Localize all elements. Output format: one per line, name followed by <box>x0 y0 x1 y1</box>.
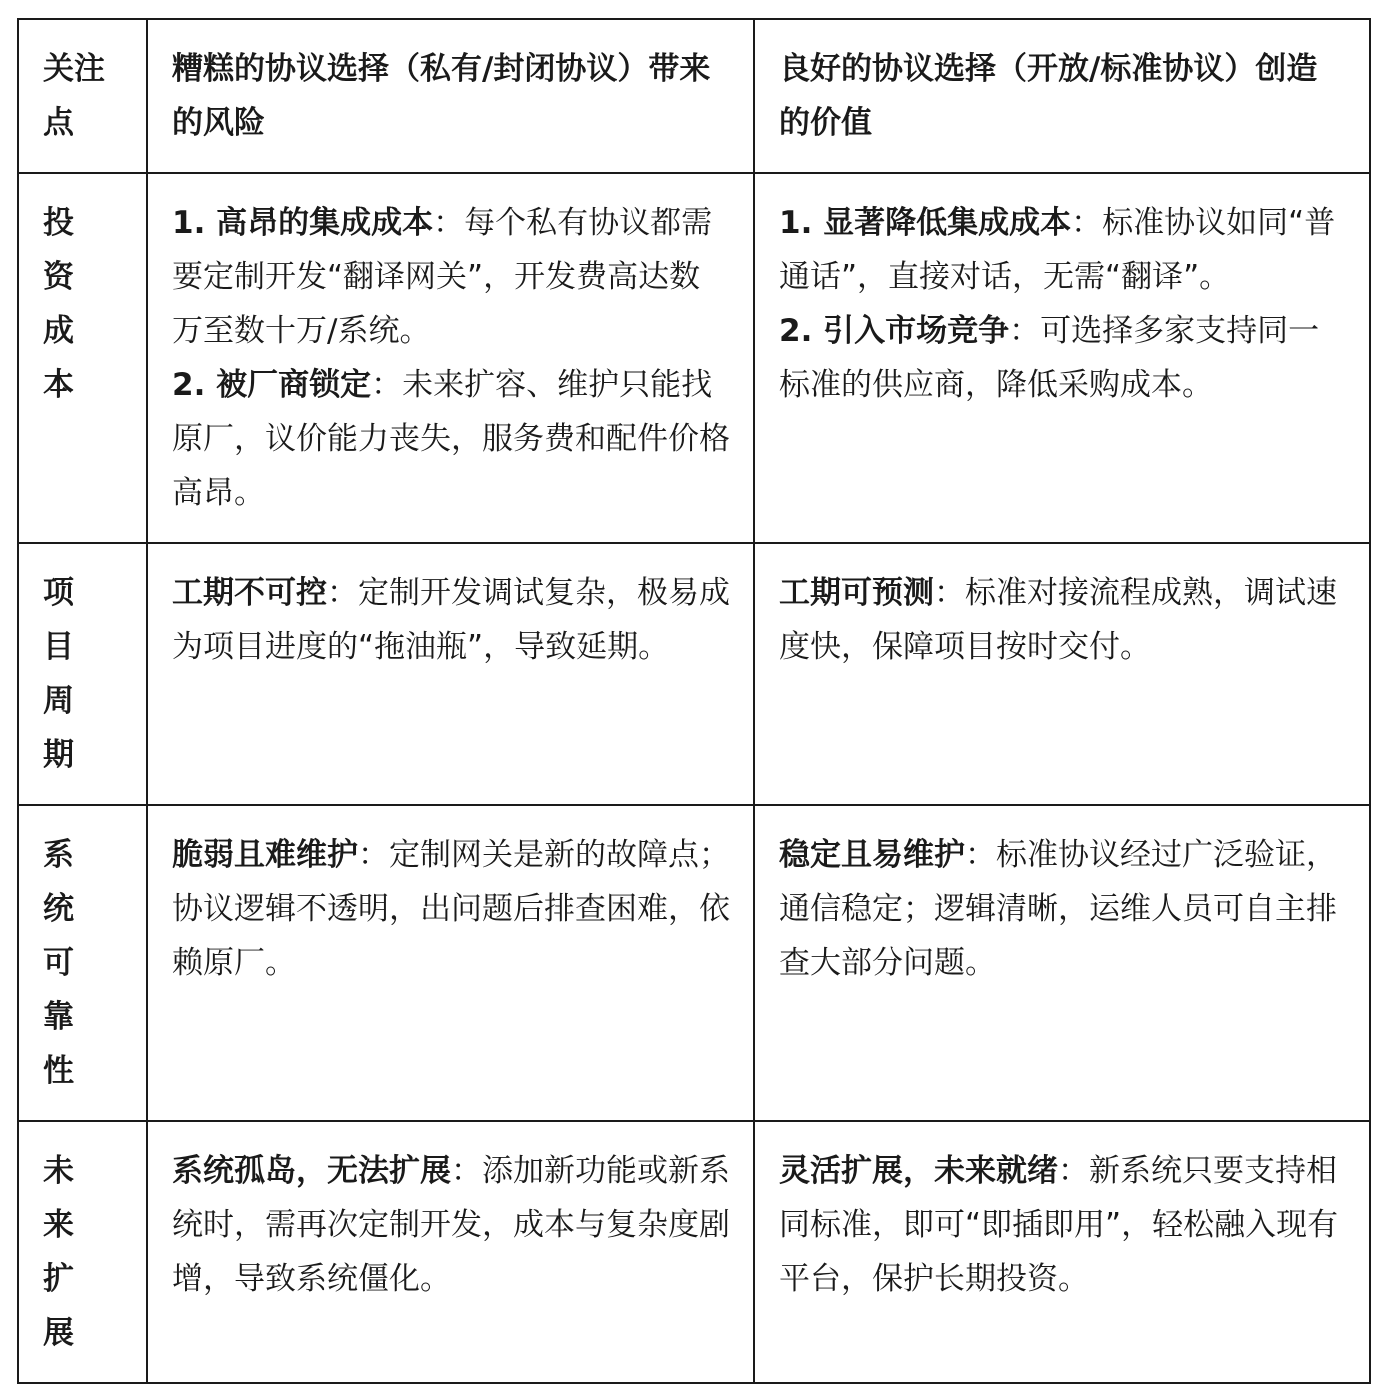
bad-cell-expansion <box>147 1121 754 1383</box>
table-row <box>18 1121 1370 1383</box>
bad-item-text: ：未来扩容、维护只能找原厂，议价能力丧失，服务费和配件价格高昂。 <box>172 367 730 511</box>
good-item <box>779 304 1347 412</box>
good-item-text: ：新系统只要支持相同标准，即可“即插即用”，轻松融入现有平台，保护长期投资。 <box>779 1153 1339 1297</box>
bad-item-lead: 2. 被厂商锁定 <box>172 367 372 403</box>
row-label-expansion: 未来扩展 <box>18 1121 147 1383</box>
bad-item-lead: 系统孤岛，无法扩展 <box>172 1153 451 1189</box>
good-cell-investment <box>754 173 1370 543</box>
good-item-lead: 稳定且易维护 <box>779 837 965 873</box>
good-cell-schedule <box>754 543 1370 805</box>
good-cell-expansion <box>754 1121 1370 1383</box>
bad-item <box>172 566 731 674</box>
bad-cell-schedule <box>147 543 754 805</box>
row-label-investment: 投资成本 <box>18 173 147 543</box>
good-item-text: ：标准协议经过广泛验证，通信稳定；逻辑清晰，运维人员可自主排查大部分问题。 <box>779 837 1337 981</box>
good-item-lead: 工期可预测 <box>779 575 934 611</box>
good-item-text: ：可选择多家支持同一标准的供应商，降低采购成本。 <box>779 313 1320 403</box>
document-area <box>17 18 1371 1384</box>
header-focus: 关注点 <box>18 19 147 173</box>
good-item <box>779 196 1347 304</box>
good-item <box>779 828 1347 990</box>
bad-item-text: ：定制网关是新的故障点；协议逻辑不透明，出问题后排查困难，依赖原厂。 <box>172 837 730 981</box>
good-item-text: ：标准对接流程成熟，调试速度快，保障项目按时交付。 <box>779 575 1337 665</box>
good-item <box>779 566 1347 674</box>
bad-item <box>172 358 731 520</box>
good-item <box>779 1144 1347 1306</box>
table-row <box>18 805 1370 1121</box>
header-bad-protocol: 糟糕的协议选择（私有/封闭协议）带来的风险 <box>147 19 754 173</box>
bad-item <box>172 828 731 990</box>
table-header-row <box>18 19 1370 173</box>
good-item-lead: 1. 显著降低集成成本 <box>779 205 1072 241</box>
bad-item <box>172 1144 731 1306</box>
row-label-schedule: 项目周期 <box>18 543 147 805</box>
bad-item-text: ：每个私有协议都需要定制开发“翻译网关”，开发费高达数万至数十万/系统。 <box>172 205 713 349</box>
header-good-protocol: 良好的协议选择（开放/标准协议）创造的价值 <box>754 19 1370 173</box>
bad-item-text: ：添加新功能或新系统时，需再次定制开发，成本与复杂度剧增，导致系统僵化。 <box>172 1153 730 1297</box>
table-row <box>18 173 1370 543</box>
bad-item-text: ：定制开发调试复杂，极易成为项目进度的“拖油瓶”，导致延期。 <box>172 575 730 665</box>
good-item-lead: 灵活扩展，未来就绪 <box>779 1153 1058 1189</box>
bad-item-lead: 脆弱且难维护 <box>172 837 358 873</box>
bad-item-lead: 工期不可控 <box>172 575 327 611</box>
row-label-reliability: 系统可靠性 <box>18 805 147 1121</box>
good-item-lead: 2. 引入市场竞争 <box>779 313 1010 349</box>
bad-cell-investment <box>147 173 754 543</box>
bad-cell-reliability <box>147 805 754 1121</box>
table-row <box>18 543 1370 805</box>
good-item-text: ：标准协议如同“普通话”，直接对话，无需“翻译”。 <box>779 205 1336 295</box>
good-cell-reliability <box>754 805 1370 1121</box>
comparison-table <box>17 18 1371 1384</box>
bad-item-lead: 1. 高昂的集成成本 <box>172 205 434 241</box>
bad-item <box>172 196 731 358</box>
